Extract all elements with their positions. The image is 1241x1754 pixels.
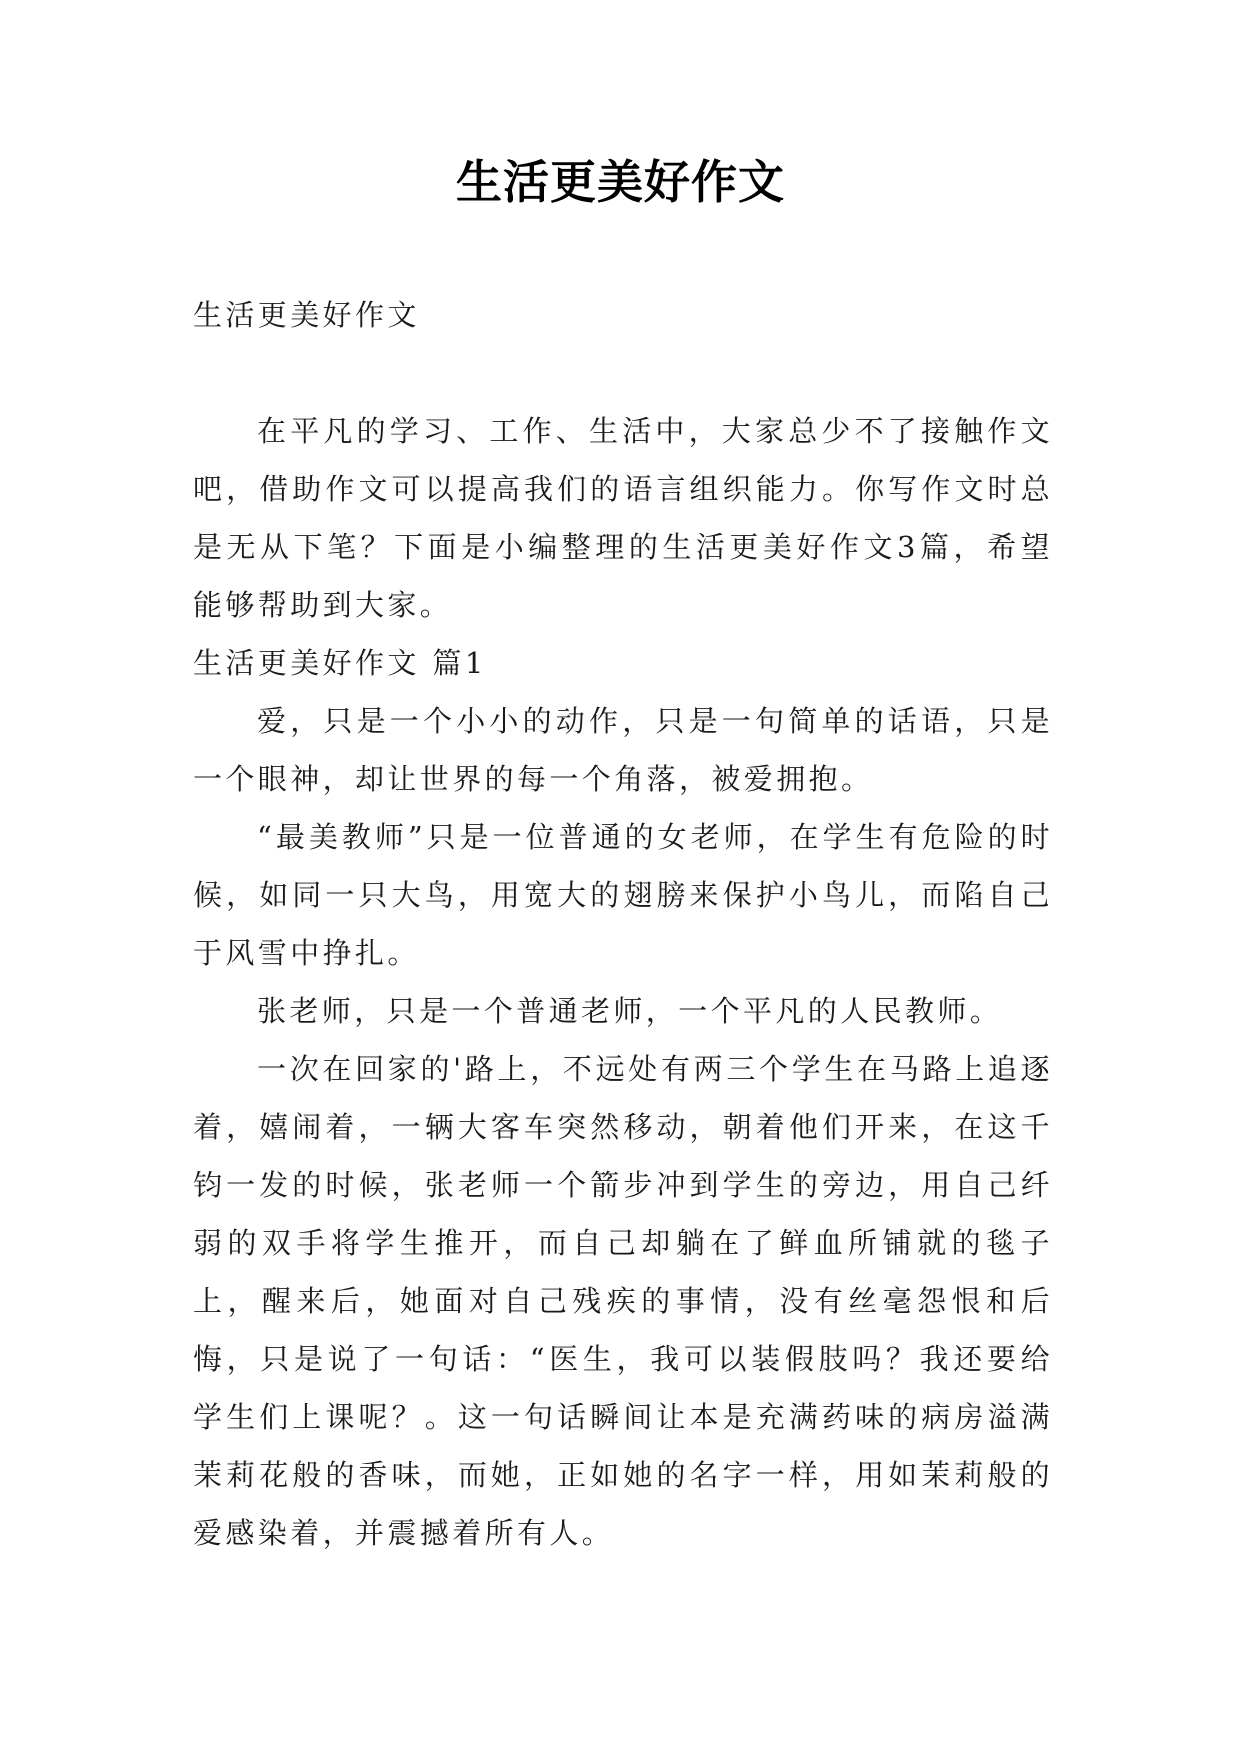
document-body bbox=[193, 286, 1053, 1562]
section-heading: 生活更美好作文 篇1 bbox=[193, 646, 487, 680]
document-subtitle: 生活更美好作文 bbox=[193, 298, 420, 332]
intro-paragraph: 在平凡的学习、工作、生活中，大家总少不了接触作文吧，借助作文可以提高我们的语言组织能力。你写作文时总是无从下笔？下面是小编整理的生活更美好作文3篇，希望能够帮助到大家。 bbox=[193, 414, 1053, 622]
body-paragraph: 一次在回家的'路上，不远处有两三个学生在马路上追逐着，嬉闹着，一辆大客车突然移动，朝着他们开来，在这千钧一发的时候，张老师一个箭步冲到学生的旁边，用自己纤弱的双手将学生推开，而自己却躺在了鲜血所铺就的毯子上，醒来后，她面对自己残疾的事情，没有丝毫怨恨和后悔，只是说了一句话：“医生，我可以装假肢吗？我还要给学生们上课呢？。这一句话瞬间让本是充满药味的病房溢满茉莉花般的香味，而她，正如她的名字一样，用如茉莉般的爱感染着，并震撼着所有人。 bbox=[193, 1052, 1053, 1550]
document-title: 生活更美好作文 bbox=[456, 155, 785, 209]
body-paragraph: “最美教师”只是一位普通的女老师，在学生有危险的时候，如同一只大鸟，用宽大的翅膀来保护小鸟儿，而陷自己于风雪中挣扎。 bbox=[193, 820, 1053, 970]
body-paragraph: 张老师，只是一个普通老师，一个平凡的人民教师。 bbox=[257, 994, 1003, 1028]
body-paragraph: 爱，只是一个小小的动作，只是一句简单的话语，只是一个眼神，却让世界的每一个角落，被爱拥抱。 bbox=[193, 704, 1053, 796]
